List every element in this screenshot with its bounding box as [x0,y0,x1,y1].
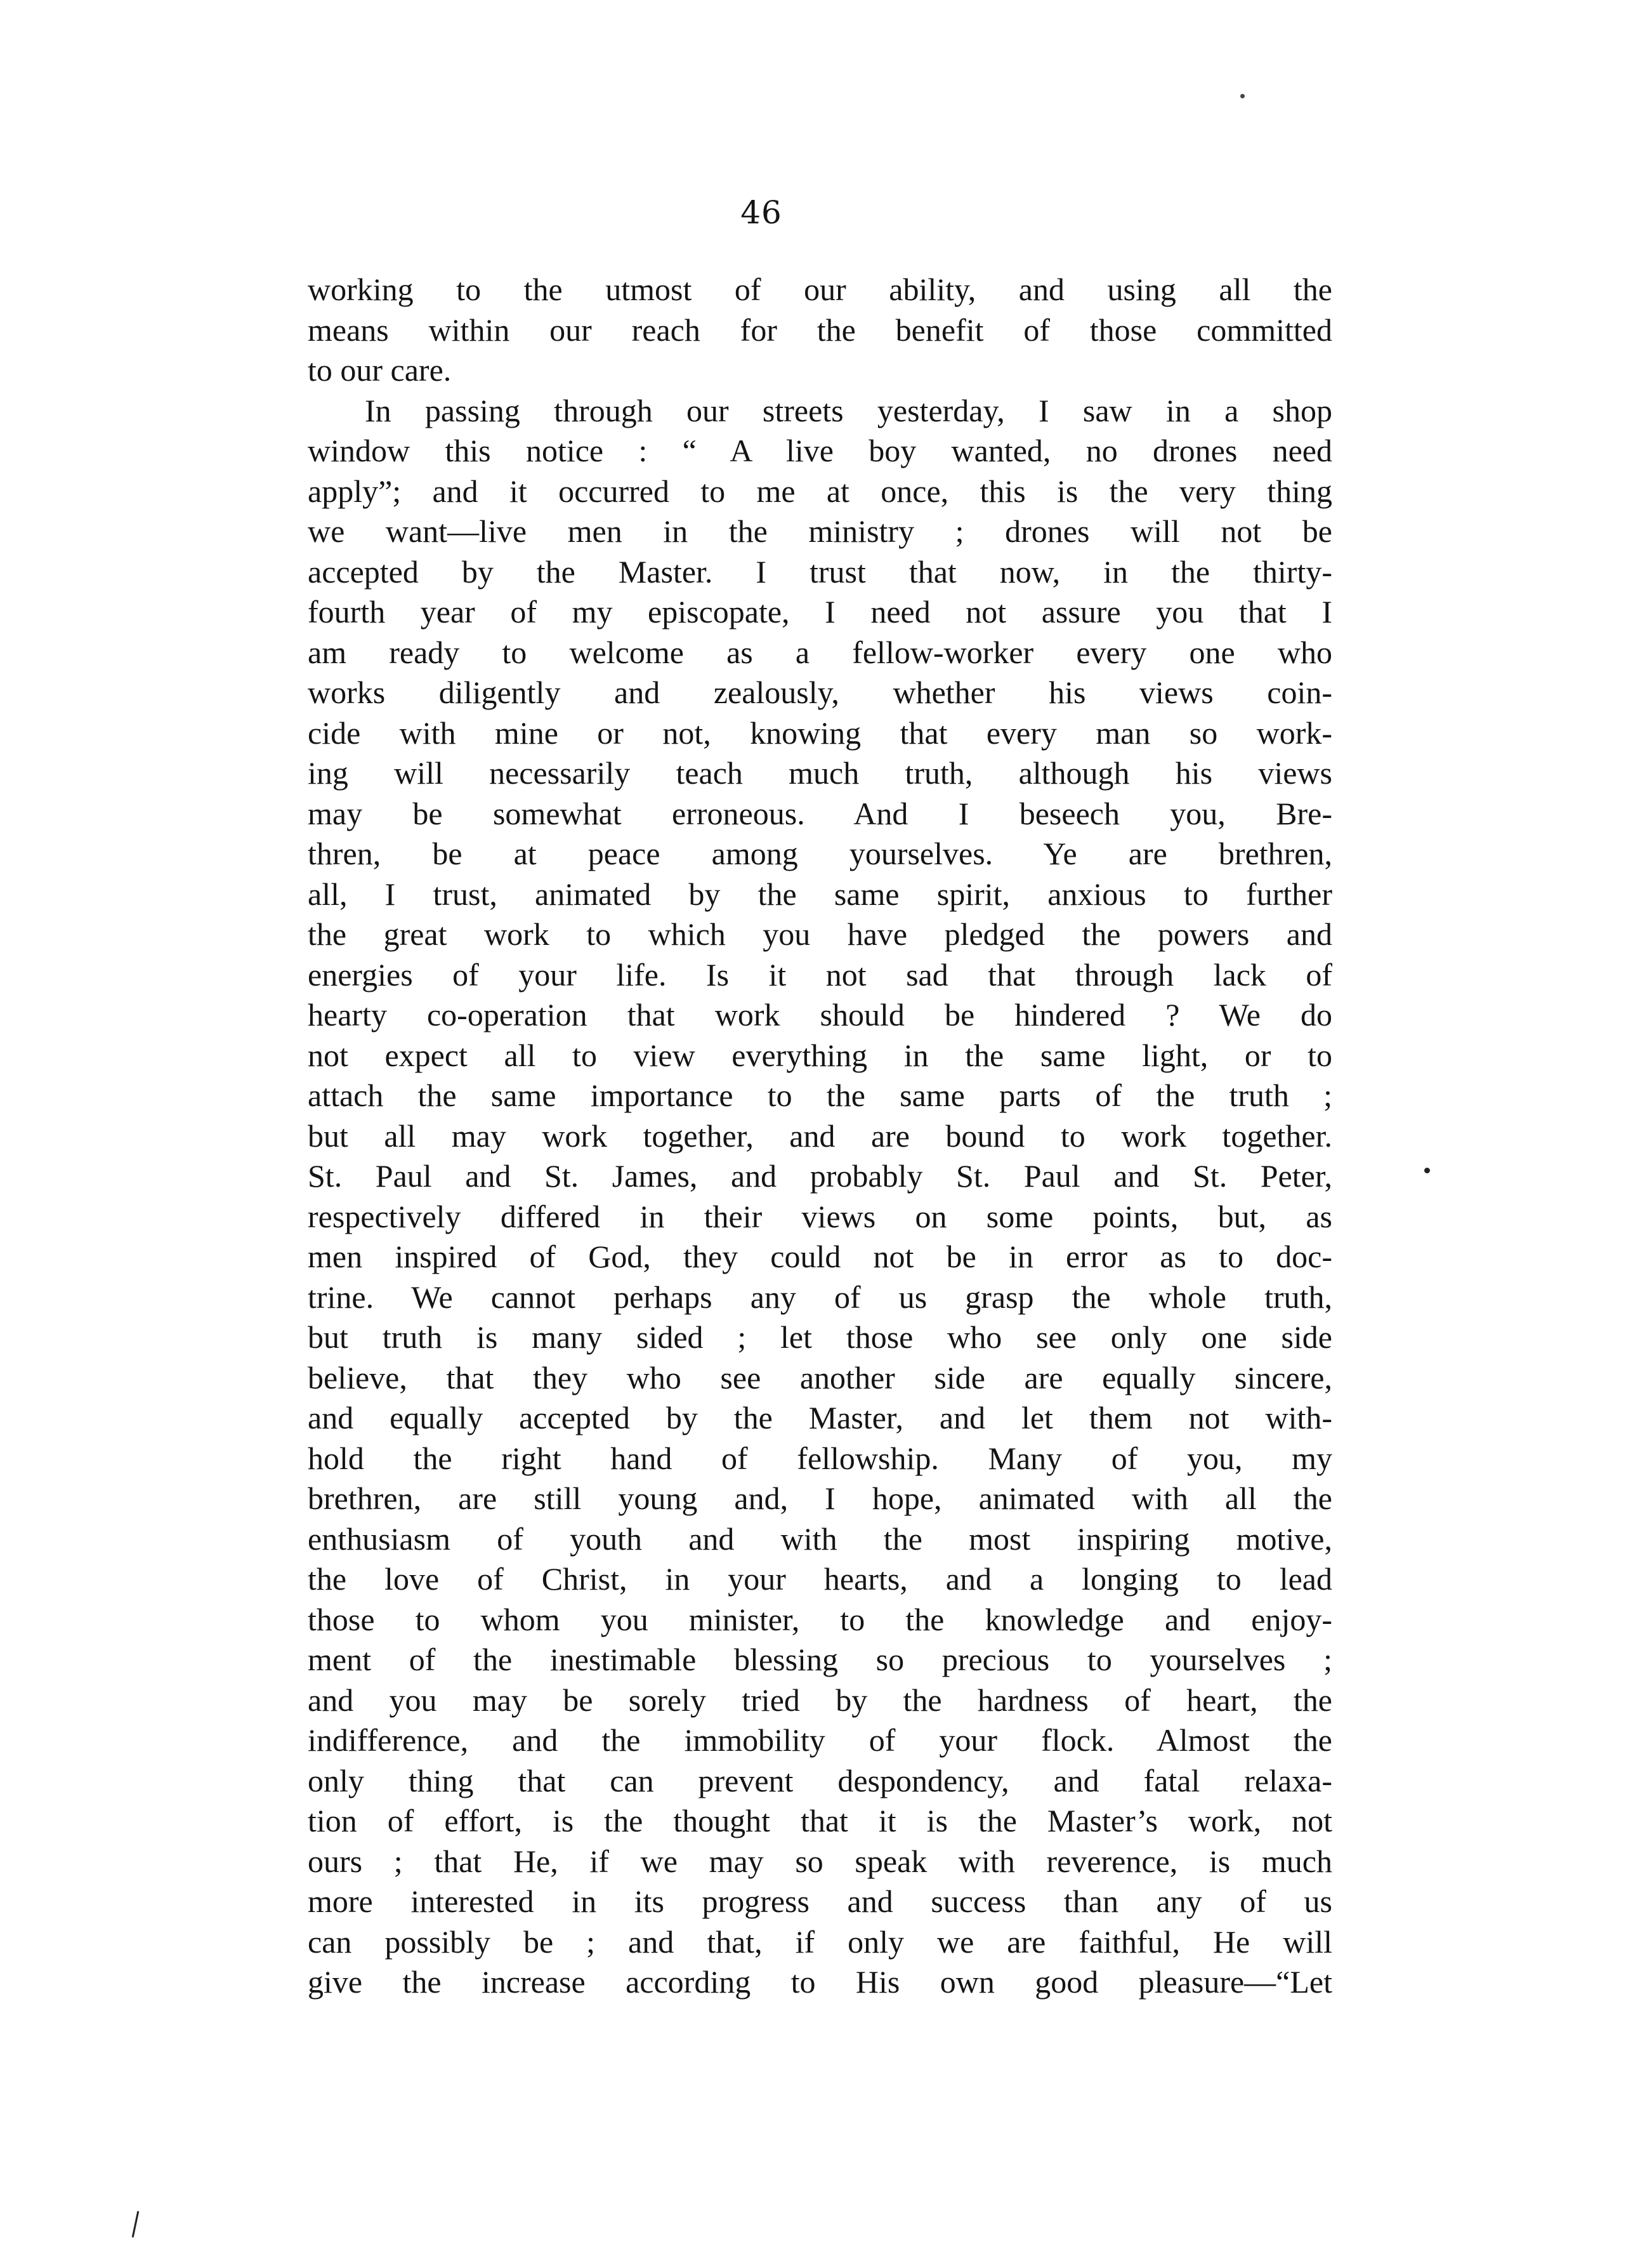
text-line: ment of the inestimable blessing so precious to yourselves ; [308,1642,1332,1677]
text-line: working to the utmost of our ability, and using all the [308,272,1332,307]
text-line: men inspired of God, they could not be in error as to doc- [308,1239,1332,1274]
text-line: and you may be sorely tried by the hardness of heart, the [308,1682,1332,1718]
text-line: attach the same importance to the same parts of the truth ; [308,1078,1332,1113]
text-line: and equally accepted by the Master, and let them not with- [308,1400,1332,1435]
text-line: the great work to which you have pledged the powers and [308,916,1332,952]
text-line: may be somewhat erroneous. And I beseech you, Bre- [308,795,1332,831]
text-line: works diligently and zealously, whether his views coin- [308,675,1332,710]
text-line: hearty co-operation that work should be hindered ? We do [308,997,1332,1032]
text-line: to our care. [308,352,452,388]
text-line: energies of your life. Is it not sad that through lack of [308,956,1332,993]
page-number: 46 [740,194,782,231]
text-line: tion of effort, is the thought that it is the Master’s work, not [308,1803,1332,1838]
text-line: trine. We cannot perhaps any of us grasp the whole truth, [308,1279,1332,1315]
text-line: believe, that they who see another side are equally sincere, [308,1359,1332,1395]
text-line: but truth is many sided ; let those who see only one side [308,1319,1332,1355]
text-line: we want—live men in the ministry ; drones will not be [308,513,1332,549]
text-line: St. Paul and St. James, and probably St. Paul and St. Peter, [308,1158,1332,1194]
text-line: thren, be at peace among yourselves. Ye are brethren, [308,836,1332,871]
text-line: not expect all to view everything in the same light, or to [308,1037,1332,1073]
text-line: window this notice : “ A live boy wanted, no drones need [308,433,1332,468]
text-line: but all may work together, and are bound to work together. [308,1118,1332,1154]
binding-edge [1459,0,1652,2249]
text-line: means within our reach for the benefit of those committed [308,312,1332,348]
text-line: indifference, and the immobility of your flock. Almost the [308,1722,1332,1758]
text-line: apply”; and it occurred to me at once, this is the very thing [308,473,1332,509]
text-line: accepted by the Master. I trust that now, in the thirty- [308,553,1332,590]
text-line: can possibly be ; and that, if only we are faithful, He will [308,1923,1332,1960]
text-line: those to whom you minister, to the knowledge and enjoy- [308,1601,1332,1637]
text-line: hold the right hand of fellowship. Many of you, my [308,1440,1332,1476]
ink-speck [1240,94,1245,98]
text-line: only thing that can prevent despondency, and fatal relaxa- [308,1762,1332,1798]
body-text [308,270,1332,2003]
scan-scratch [132,2211,140,2238]
text-line: give the increase according to His own good pleasure—“Let [308,1964,1332,2000]
text-line: brethren, are still young and, I hope, animated with all the [308,1481,1332,1516]
text-line: cide with mine or not, knowing that every man so work- [308,715,1332,751]
paragraph-first-line: In passing through our streets yesterday, I saw in a shop [365,392,1332,428]
text-line: ing will necessarily teach much truth, although his views [308,755,1332,791]
text-line: more interested in its progress and success than any of us [308,1883,1332,1919]
text-line: enthusiasm of youth and with the most inspiring motive, [308,1520,1332,1557]
ink-speck [1424,1168,1430,1173]
text-line: all, I trust, animated by the same spirit, anxious to further [308,876,1332,912]
text-line: am ready to welcome as a fellow-worker every one who [308,634,1332,670]
text-line: fourth year of my episcopate, I need not assure you that I [308,594,1332,630]
text-line: the love of Christ, in your hearts, and a longing to lead [308,1561,1332,1597]
text-line: respectively differed in their views on some points, but, as [308,1198,1332,1234]
text-line: ours ; that He, if we may so speak with reverence, is much [308,1843,1332,1879]
